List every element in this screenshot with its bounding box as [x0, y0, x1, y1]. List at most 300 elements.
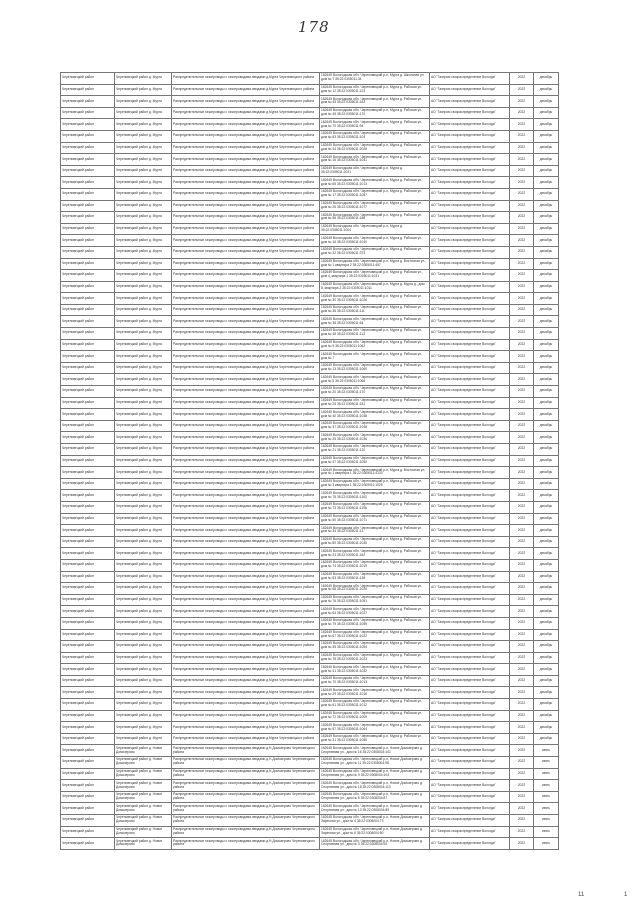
cell-year: 2022 — [510, 791, 534, 803]
cell-year: 2022 — [510, 119, 534, 131]
cell-district: Череповецкий район — [61, 258, 115, 270]
cell-district: Череповецкий район — [61, 432, 115, 444]
cell-year: 2022 — [510, 351, 534, 363]
cell-settlement: Череповецкий район д. Новое Домозерово — [115, 791, 172, 803]
table-row — [61, 397, 559, 409]
table-row — [61, 513, 559, 525]
cell-month: декабрь — [534, 351, 559, 363]
cell-month: декабрь — [534, 293, 559, 305]
cell-year: 2022 — [510, 409, 534, 421]
cell-district: Череповецкий район — [61, 745, 115, 757]
cell-settlement: Череповецкий район д. Мурга — [115, 142, 172, 154]
table-row — [61, 501, 559, 513]
cell-settlement: Череповецкий район д. Мурга — [115, 629, 172, 641]
cell-org: АО "Газпром газораспределение Вологда" — [430, 780, 510, 792]
cell-org: АО "Газпром газораспределение Вологда" — [430, 757, 510, 769]
cell-month: декабрь — [534, 699, 559, 711]
cell-year: 2022 — [510, 270, 534, 282]
cell-year: 2022 — [510, 687, 534, 699]
cell-settlement: Череповецкий район д. Мурга — [115, 130, 172, 142]
table-row — [61, 652, 559, 664]
cell-object: Распределительные газопроводы с газопроводами-вводами д.Мурга Череповецкого района — [172, 699, 320, 711]
cell-year: 2022 — [510, 641, 534, 653]
cell-address: 162649 Вологодская обл. Череповецкий р-н, Мурга д. Рабочая ул. дом № 75 35:22:0305011:1163 — [320, 490, 430, 502]
cell-district: Череповецкий район — [61, 606, 115, 618]
cell-address: 162649 Вологодская обл. Череповецкий р-н, Мурга д. Рабочая ул. дом № 58 35:22:0305011:1020 — [320, 583, 430, 595]
cell-org: АО "Газпром газораспределение Вологда" — [430, 722, 510, 734]
table-row — [61, 710, 559, 722]
page-number: 178 — [298, 18, 330, 36]
cell-settlement: Череповецкий район д. Новое Домозерово — [115, 757, 172, 769]
cell-address: 162649 Вологодская обл. Череповецкий р-н, Мурга д. Рабочая ул. дом № 32 35:22:0305011:373 — [320, 246, 430, 258]
cell-address: 162649 Вологодская обл. Череповецкий р-н, Мурга д. Рабочая ул. дом № 53 35:22:0305011:138 — [320, 571, 430, 583]
cell-year: 2022 — [510, 444, 534, 456]
cell-year: 2022 — [510, 281, 534, 293]
cell-district: Череповецкий район — [61, 246, 115, 258]
cell-month: декабрь — [534, 397, 559, 409]
cell-district: Череповецкий район — [61, 594, 115, 606]
cell-district: Череповецкий район — [61, 525, 115, 537]
cell-object: Распределительные газопроводы с газопроводами-вводами д.Мурга Череповецкого района — [172, 328, 320, 340]
cell-year: 2022 — [510, 583, 534, 595]
cell-month: декабрь — [534, 490, 559, 502]
cell-address: 162649 Вологодская обл. Череповецкий р-н, Мурга д. Рабочая ул. дом № 38 35:22:0305011:64 — [320, 316, 430, 328]
cell-year: 2022 — [510, 838, 534, 850]
cell-settlement: Череповецкий район д. Мурга — [115, 606, 172, 618]
cell-month: декабрь — [534, 641, 559, 653]
cell-object: Распределительные газопроводы с газопроводами-вводами д.Мурга Череповецкого района — [172, 258, 320, 270]
cell-month: декабрь — [534, 235, 559, 247]
table-row — [61, 815, 559, 827]
cell-org: АО "Газпром газораспределение Вологда" — [430, 687, 510, 699]
cell-org: АО "Газпром газораспределение Вологда" — [430, 235, 510, 247]
cell-settlement: Череповецкий район д. Новое Домозерово — [115, 803, 172, 815]
cell-object: Распределительные газопроводы с газопроводами-вводами д.Мурга Череповецкого района — [172, 525, 320, 537]
cell-district: Череповецкий район — [61, 757, 115, 769]
cell-settlement: Череповецкий район д. Мурга — [115, 733, 172, 745]
cell-district: Череповецкий район — [61, 293, 115, 305]
table-row — [61, 73, 559, 85]
cell-district: Череповецкий район — [61, 478, 115, 490]
cell-district: Череповецкий район — [61, 328, 115, 340]
table-row — [61, 838, 559, 850]
cell-object: Распределительные газопроводы с газопроводами-вводами д.Н.Домозерово Череповецкого района — [172, 791, 320, 803]
cell-month: декабрь — [534, 328, 559, 340]
table-row — [61, 629, 559, 641]
table-row — [61, 559, 559, 571]
cell-address: 162649 Вологодская обл. Череповецкий р-н, Мурга д. Рабочая ул. дом № 48 35:22:0305011:113 — [320, 328, 430, 340]
cell-year: 2022 — [510, 722, 534, 734]
cell-object: Распределительные газопроводы с газопроводами-вводами д.Мурга Череповецкого района — [172, 339, 320, 351]
cell-address: 162649 Вологодская обл. Череповецкий р-н, Мурга д. Рабочая ул. дом № 73 35:22:0305011:1196 — [320, 501, 430, 513]
table-row — [61, 722, 559, 734]
table-row — [61, 246, 559, 258]
cell-settlement: Череповецкий район д. Мурга — [115, 710, 172, 722]
cell-object: Распределительные газопроводы с газопроводами-вводами д.Мурга Череповецкого района — [172, 246, 320, 258]
cell-org: АО "Газпром газораспределение Вологда" — [430, 328, 510, 340]
cell-year: 2022 — [510, 629, 534, 641]
table-row — [61, 733, 559, 745]
cell-object: Распределительные газопроводы с газопроводами-вводами д.Н.Домозерово Череповецкого района — [172, 768, 320, 780]
cell-address: 162649 Вологодская обл. Череповецкий р-н, Мурга д. Рабочая ул. дом № 16 35:22:0305011:1041 — [320, 154, 430, 166]
cell-month: декабрь — [534, 733, 559, 745]
cell-org: АО "Газпром газораспределение Вологда" — [430, 339, 510, 351]
cell-object: Распределительные газопроводы с газопроводами-вводами д.Мурга Череповецкого района — [172, 351, 320, 363]
cell-org: АО "Газпром газораспределение Вологда" — [430, 745, 510, 757]
cell-district: Череповецкий район — [61, 536, 115, 548]
cell-address: 162649 Вологодская обл. Череповецкий р-н, Мурга д. Рабочая ул. дом № 36 35:22:0305011:111 — [320, 304, 430, 316]
table-row — [61, 571, 559, 583]
cell-object: Распределительные газопроводы с газопроводами-вводами д.Н.Домозерово Череповецкого района — [172, 803, 320, 815]
cell-settlement: Череповецкий район д. Мурга — [115, 386, 172, 398]
cell-org: АО "Газпром газораспределение Вологда" — [430, 107, 510, 119]
cell-object: Распределительные газопроводы с газопроводами-вводами д.Мурга Череповецкого района — [172, 130, 320, 142]
cell-object: Распределительные газопроводы с газопроводами-вводами д.Н.Домозерово Череповецкого района — [172, 757, 320, 769]
cell-settlement: Череповецкий район д. Мурга — [115, 513, 172, 525]
cell-settlement: Череповецкий район д. Мурга — [115, 675, 172, 687]
table-row — [61, 548, 559, 560]
cell-year: 2022 — [510, 478, 534, 490]
cell-settlement: Череповецкий район д. Мурга — [115, 96, 172, 108]
cell-year: 2022 — [510, 699, 534, 711]
cell-object: Распределительные газопроводы с газопроводами-вводами д.Мурга Череповецкого района — [172, 362, 320, 374]
cell-month: декабрь — [534, 212, 559, 224]
cell-district: Череповецкий район — [61, 235, 115, 247]
cell-object: Распределительные газопроводы с газопроводами-вводами д.Мурга Череповецкого района — [172, 583, 320, 595]
cell-year: 2022 — [510, 223, 534, 235]
cell-year: 2022 — [510, 142, 534, 154]
cell-address: 162649 Вологодская обл. Череповецкий р-н, Мурга д. Рабочая ул. дом № 47 35:22:0305011:1050 — [320, 455, 430, 467]
table-row — [61, 351, 559, 363]
table-row — [61, 455, 559, 467]
table-row — [61, 188, 559, 200]
cell-object: Распределительные газопроводы с газопроводами-вводами д.Мурга Череповецкого района — [172, 664, 320, 676]
cell-settlement: Череповецкий район д. Мурга — [115, 467, 172, 479]
cell-settlement: Череповецкий район д. Мурга — [115, 536, 172, 548]
cell-settlement: Череповецкий район д. Мурга — [115, 362, 172, 374]
cell-org: АО "Газпром газораспределение Вологда" — [430, 664, 510, 676]
cell-year: 2022 — [510, 733, 534, 745]
cell-district: Череповецкий район — [61, 710, 115, 722]
cell-month: декабрь — [534, 142, 559, 154]
cell-address: 162649 Вологодская обл. Череповецкий р-н, Мурга д. Рабочая ул. дом № 57 35:22:0305011:1064 — [320, 722, 430, 734]
cell-address: 162649 Вологодская обл. Череповецкий р-н, Мурга д. Рабочая ул. дом № 56 35:22:0305011:186 — [320, 212, 430, 224]
cell-settlement: Череповецкий район д. Мурга — [115, 107, 172, 119]
cell-year: 2022 — [510, 316, 534, 328]
cell-settlement: Череповецкий район д. Мурга — [115, 328, 172, 340]
cell-district: Череповецкий район — [61, 444, 115, 456]
table-row — [61, 675, 559, 687]
cell-org: АО "Газпром газораспределение Вологда" — [430, 733, 510, 745]
cell-address: 162649 Вологодская обл. Череповецкий р-н, Мурга д. Рабочая ул. дом № 41 35:22:0305011:1032 — [320, 664, 430, 676]
cell-district: Череповецкий район — [61, 188, 115, 200]
table-row — [61, 107, 559, 119]
table-row — [61, 420, 559, 432]
cell-object: Распределительные газопроводы с газопроводами-вводами д.Мурга Череповецкого района — [172, 675, 320, 687]
cell-object: Распределительные газопроводы с газопроводами-вводами д.Мурга Череповецкого района — [172, 223, 320, 235]
cell-year: 2022 — [510, 188, 534, 200]
cell-org: АО "Газпром газораспределение Вологда" — [430, 710, 510, 722]
cell-org: АО "Газпром газораспределение Вологда" — [430, 73, 510, 85]
cell-object: Распределительные газопроводы с газопроводами-вводами д.Мурга Череповецкого района — [172, 142, 320, 154]
cell-settlement: Череповецкий район д. Мурга — [115, 455, 172, 467]
table-row — [61, 212, 559, 224]
cell-month: декабрь — [534, 188, 559, 200]
cell-settlement: Череповецкий район д. Мурга — [115, 664, 172, 676]
cell-address: 162649 Вологодская обл. Череповецкий р-н, Мурга д. Рабочая ул. дом № 64 35:22:0305011:1027 — [320, 606, 430, 618]
table-row — [61, 606, 559, 618]
cell-address: 162645 Вологодская обл. Череповецкий р-н, Новое Домозерово д. Спортивная ул., дом № 3 35:22:0308004:92 — [320, 838, 430, 850]
cell-month: декабрь — [534, 270, 559, 282]
cell-object: Распределительные газопроводы с газопроводами-вводами д.Н.Домозерово Череповецкого района — [172, 815, 320, 827]
cell-month: декабрь — [534, 386, 559, 398]
cell-object: Распределительные газопроводы с газопроводами-вводами д.Мурга Череповецкого района — [172, 84, 320, 96]
cell-month: декабрь — [534, 675, 559, 687]
cell-org: АО "Газпром газораспределение Вологда" — [430, 246, 510, 258]
cell-month: декабрь — [534, 223, 559, 235]
cell-address: 162649 Вологодская обл. Череповецкий р-н, Мурга д. Рабочая ул. дом № 13 35:22:0305011:1060 — [320, 362, 430, 374]
cell-year: 2022 — [510, 803, 534, 815]
cell-month: декабрь — [534, 664, 559, 676]
cell-year: 2022 — [510, 235, 534, 247]
table-row — [61, 791, 559, 803]
cell-district: Череповецкий район — [61, 374, 115, 386]
cell-object: Распределительные газопроводы с газопроводами-вводами д.Мурга Череповецкого района — [172, 200, 320, 212]
cell-settlement: Череповецкий район д. Мурга — [115, 444, 172, 456]
cell-address: 162649 Вологодская обл. Череповецкий р-н, Мурга д. Рабочая ул. дом № 23 35:22:0305011:182 — [320, 548, 430, 560]
cell-address: 162649 Вологодская обл. Череповецкий р-н, Мурга д. Рабочая ул. дом № 44 35:22:0305011:2028 — [320, 142, 430, 154]
table-row — [61, 803, 559, 815]
cell-district: Череповецкий район — [61, 351, 115, 363]
cell-district: Череповецкий район — [61, 490, 115, 502]
cell-address: 162645 Вологодская обл. Череповецкий р-н, Новое Домозерово д. Спортивная ул., дом № 5 35:22:0308004:87 — [320, 791, 430, 803]
cell-district: Череповецкий район — [61, 96, 115, 108]
cell-address: 162649 Вологодская обл. Череповецкий р-н, Мурга д. Рабочая ул. дом № 30 35:22:0305011:1026 — [320, 293, 430, 305]
cell-settlement: Череповецкий район д. Мурга — [115, 270, 172, 282]
table-row — [61, 409, 559, 421]
cell-year: 2022 — [510, 130, 534, 142]
cell-year: 2022 — [510, 571, 534, 583]
table-row — [61, 223, 559, 235]
table-row — [61, 536, 559, 548]
cell-year: 2022 — [510, 374, 534, 386]
cell-object: Распределительные газопроводы с газопроводами-вводами д.Мурга Череповецкого района — [172, 455, 320, 467]
cell-object: Распределительные газопроводы с газопроводами-вводами д.Н.Домозерово Череповецкого района — [172, 780, 320, 792]
cell-address: 162649 Вологодская обл. Череповецкий р-н, Мурга д. Восточная ул. дом № 1 квартира 1 35:22:0305011:4133 — [320, 467, 430, 479]
cell-settlement: Череповецкий район д. Мурга — [115, 223, 172, 235]
cell-month: декабрь — [534, 96, 559, 108]
cell-settlement: Череповецкий район д. Мурга — [115, 73, 172, 85]
cell-month: декабрь — [534, 107, 559, 119]
table-row — [61, 177, 559, 189]
table-row — [61, 119, 559, 131]
cell-district: Череповецкий район — [61, 652, 115, 664]
cell-month: декабрь — [534, 467, 559, 479]
cell-district: Череповецкий район — [61, 699, 115, 711]
cell-object: Распределительные газопроводы с газопроводами-вводами д.Мурга Череповецкого района — [172, 490, 320, 502]
cell-month: июнь — [534, 791, 559, 803]
cell-object: Распределительные газопроводы с газопроводами-вводами д.Мурга Череповецкого района — [172, 188, 320, 200]
cell-org: АО "Газпром газораспределение Вологда" — [430, 803, 510, 815]
cell-district: Череповецкий район — [61, 722, 115, 734]
cell-month: декабрь — [534, 154, 559, 166]
cell-month: декабрь — [534, 629, 559, 641]
table-row — [61, 780, 559, 792]
cell-year: 2022 — [510, 339, 534, 351]
cell-org: АО "Газпром газораспределение Вологда" — [430, 188, 510, 200]
cell-district: Череповецкий район — [61, 142, 115, 154]
cell-month: декабрь — [534, 409, 559, 421]
cell-month: июнь — [534, 757, 559, 769]
cell-district: Череповецкий район — [61, 826, 115, 838]
table-row — [61, 270, 559, 282]
cell-address: 162649 Вологодская обл. Череповецкий р-н, Мурга д. Рабочая ул. дом № 61 35:22:0305011:1012 — [320, 699, 430, 711]
cell-settlement: Череповецкий район д. Мурга — [115, 316, 172, 328]
cell-settlement: Череповецкий район д. Мурга — [115, 235, 172, 247]
cell-district: Череповецкий район — [61, 362, 115, 374]
cell-district: Череповецкий район — [61, 571, 115, 583]
cell-org: АО "Газпром газораспределение Вологда" — [430, 281, 510, 293]
cell-settlement: Череповецкий район д. Мурга — [115, 281, 172, 293]
table-row — [61, 84, 559, 96]
cell-address: 162649 Вологодская обл. Череповецкий р-н, Мурга д. Рабочая ул. дом № 3 квартира 1 35:22:0305011:1025 — [320, 478, 430, 490]
footer-left-mark: 11 — [578, 892, 585, 898]
cell-address: 162649 Вологодская обл. Череповецкий р-н, Мурга д. Рабочая ул. дом № 49 35:22:0305011:170 — [320, 107, 430, 119]
cell-district: Череповецкий район — [61, 768, 115, 780]
cell-month: декабрь — [534, 710, 559, 722]
cell-settlement: Череповецкий район д. Мурга — [115, 478, 172, 490]
table-row — [61, 200, 559, 212]
cell-month: декабрь — [534, 687, 559, 699]
cell-settlement: Череповецкий район д. Мурга — [115, 177, 172, 189]
cell-year: 2022 — [510, 165, 534, 177]
cell-org: АО "Газпром газораспределение Вологда" — [430, 165, 510, 177]
cell-address: 162649 Вологодская обл. Череповецкий р-н, Мурга д. Рабочая ул. дом № 7 — [320, 351, 430, 363]
cell-district: Череповецкий район — [61, 420, 115, 432]
cell-year: 2022 — [510, 826, 534, 838]
cell-object: Распределительные газопроводы с газопроводами-вводами д.Мурга Череповецкого района — [172, 73, 320, 85]
table-row — [61, 386, 559, 398]
cell-year: 2022 — [510, 328, 534, 340]
cell-address: 162649 Вологодская обл. Череповецкий р-н, Мурга д. Рабочая ул. дом № 34 35:22:0305011:13 — [320, 525, 430, 537]
cell-object: Распределительные газопроводы с газопроводами-вводами д.Мурга Череповецкого района — [172, 548, 320, 560]
cell-address: 162649 Вологодская обл. Череповецкий р-н, Мурга д. Рабочая ул. дом № 16 35:22:0305011:1040 — [320, 235, 430, 247]
cell-year: 2022 — [510, 594, 534, 606]
cell-month: декабрь — [534, 652, 559, 664]
table-row — [61, 304, 559, 316]
cell-settlement: Череповецкий район д. Новое Домозерово — [115, 745, 172, 757]
cell-address: 162649 Вологодская обл. Череповецкий р-н, Мурга д. Рабочая ул. дом № 45 35:22:0305011:182 — [320, 96, 430, 108]
cell-district: Череповецкий район — [61, 455, 115, 467]
cell-settlement: Череповецкий район д. Мурга — [115, 571, 172, 583]
cell-year: 2022 — [510, 96, 534, 108]
cell-object: Распределительные газопроводы с газопроводами-вводами д.Мурга Череповецкого района — [172, 409, 320, 421]
table-row — [61, 478, 559, 490]
cell-district: Череповецкий район — [61, 107, 115, 119]
cell-year: 2022 — [510, 513, 534, 525]
cell-org: АО "Газпром газораспределение Вологда" — [430, 652, 510, 664]
table-row — [61, 444, 559, 456]
cell-org: АО "Газпром газораспределение Вологда" — [430, 397, 510, 409]
cell-year: 2022 — [510, 490, 534, 502]
cell-object: Распределительные газопроводы с газопроводами-вводами д.Мурга Череповецкого района — [172, 617, 320, 629]
cell-month: декабрь — [534, 258, 559, 270]
cell-address: 162649 Вологодская обл. Череповецкий р-н, Мурга д. 35:22:0305011:2021 — [320, 165, 430, 177]
cell-org: АО "Газпром газораспределение Вологда" — [430, 501, 510, 513]
cell-org: АО "Газпром газораспределение Вологда" — [430, 629, 510, 641]
cell-org: АО "Газпром газораспределение Вологда" — [430, 420, 510, 432]
cell-district: Череповецкий район — [61, 223, 115, 235]
cell-address: 162649 Вологодская обл. Череповецкий р-н, Мурга д. Рабочая ул. дом № 70 35:22:0305011:1013 — [320, 675, 430, 687]
cell-district: Череповецкий район — [61, 641, 115, 653]
cell-org: АО "Газпром газораспределение Вологда" — [430, 96, 510, 108]
cell-object: Распределительные газопроводы с газопроводами-вводами д.Мурга Череповецкого района — [172, 212, 320, 224]
cell-month: декабрь — [534, 722, 559, 734]
cell-address: 162645 Вологодская обл. Череповецкий р-н, Новое Домозерово д. Спортивная ул., дом № 18 35:22:0308004:113 — [320, 780, 430, 792]
cell-year: 2022 — [510, 757, 534, 769]
cell-org: АО "Газпром газораспределение Вологда" — [430, 513, 510, 525]
cell-month: декабрь — [534, 606, 559, 618]
cell-year: 2022 — [510, 362, 534, 374]
cell-address: 162645 Вологодская обл. Череповецкий р-н, Новое Домозерово д. Спортивная ул., дом № 16 35:22:0308004:101 — [320, 745, 430, 757]
cell-org: АО "Газпром газораспределение Вологда" — [430, 154, 510, 166]
cell-object: Распределительные газопроводы с газопроводами-вводами д.Мурга Череповецкого района — [172, 501, 320, 513]
cell-settlement: Череповецкий район д. Мурга — [115, 699, 172, 711]
cell-address: 162649 Вологодская обл. Череповецкий р-н, Мурга д. Рабочая ул. дом № 50 35:22:0305011:1071 — [320, 513, 430, 525]
cell-district: Череповецкий район — [61, 409, 115, 421]
cell-settlement: Череповецкий район д. Мурга — [115, 501, 172, 513]
cell-address: 162649 Вологодская обл. Череповецкий р-н, Мурга д. 35:22:0305011:1004 — [320, 223, 430, 235]
cell-address: 162649 Вологодская обл. Череповецкий р-н, Мурга д. Рабочая ул. дом № 35 35:22:0305011:1054 — [320, 641, 430, 653]
cell-org: АО "Газпром газораспределение Вологда" — [430, 594, 510, 606]
cell-settlement: Череповецкий район д. Мурга — [115, 641, 172, 653]
cell-district: Череповецкий район — [61, 548, 115, 560]
cell-year: 2022 — [510, 710, 534, 722]
cell-month: декабрь — [534, 339, 559, 351]
cell-object: Распределительные газопроводы с газопроводами-вводами д.Мурга Череповецкого района — [172, 235, 320, 247]
cell-month: июнь — [534, 780, 559, 792]
cell-object: Распределительные газопроводы с газопроводами-вводами д.Мурга Череповецкого района — [172, 467, 320, 479]
cell-year: 2022 — [510, 467, 534, 479]
cell-object: Распределительные газопроводы с газопроводами-вводами д.Н.Домозерово Череповецкого района — [172, 745, 320, 757]
cell-month: июнь — [534, 803, 559, 815]
cell-org: АО "Газпром газораспределение Вологда" — [430, 316, 510, 328]
cell-object: Распределительные газопроводы с газопроводами-вводами д.Мурга Череповецкого района — [172, 594, 320, 606]
cell-object: Распределительные газопроводы с газопроводами-вводами д.Мурга Череповецкого района — [172, 177, 320, 189]
cell-district: Череповецкий район — [61, 629, 115, 641]
cell-org: АО "Газпром газораспределение Вологда" — [430, 583, 510, 595]
cell-month: декабрь — [534, 571, 559, 583]
cell-address: 162649 Вологодская обл. Череповецкий р-н, Мурга д. Рабочая ул. дом № 25 35:22:0305011:1036 — [320, 432, 430, 444]
cell-org: АО "Газпром газораспределение Вологда" — [430, 386, 510, 398]
cell-year: 2022 — [510, 177, 534, 189]
cell-org: АО "Газпром газораспределение Вологда" — [430, 270, 510, 282]
table-row — [61, 594, 559, 606]
cell-district: Череповецкий район — [61, 467, 115, 479]
cell-org: АО "Газпром газораспределение Вологда" — [430, 374, 510, 386]
cell-org: АО "Газпром газораспределение Вологда" — [430, 490, 510, 502]
cell-address: 162649 Вологодская обл. Череповецкий р-н, Мурга д. Рабочая ул. дом № 80 35:22:0305011:1035 — [320, 536, 430, 548]
gas-connection-table — [60, 72, 559, 850]
cell-settlement: Череповецкий район д. Новое Домозерово — [115, 826, 172, 838]
cell-settlement: Череповецкий район д. Мурга — [115, 583, 172, 595]
cell-year: 2022 — [510, 107, 534, 119]
cell-org: АО "Газпром газораспределение Вологда" — [430, 84, 510, 96]
cell-year: 2022 — [510, 420, 534, 432]
cell-address: 162649 Вологодская обл. Череповецкий р-н, Мурга д. Рабочая ул. дом № 29 35:22:0305011:1016 — [320, 687, 430, 699]
cell-district: Череповецкий район — [61, 339, 115, 351]
cell-month: декабрь — [534, 165, 559, 177]
